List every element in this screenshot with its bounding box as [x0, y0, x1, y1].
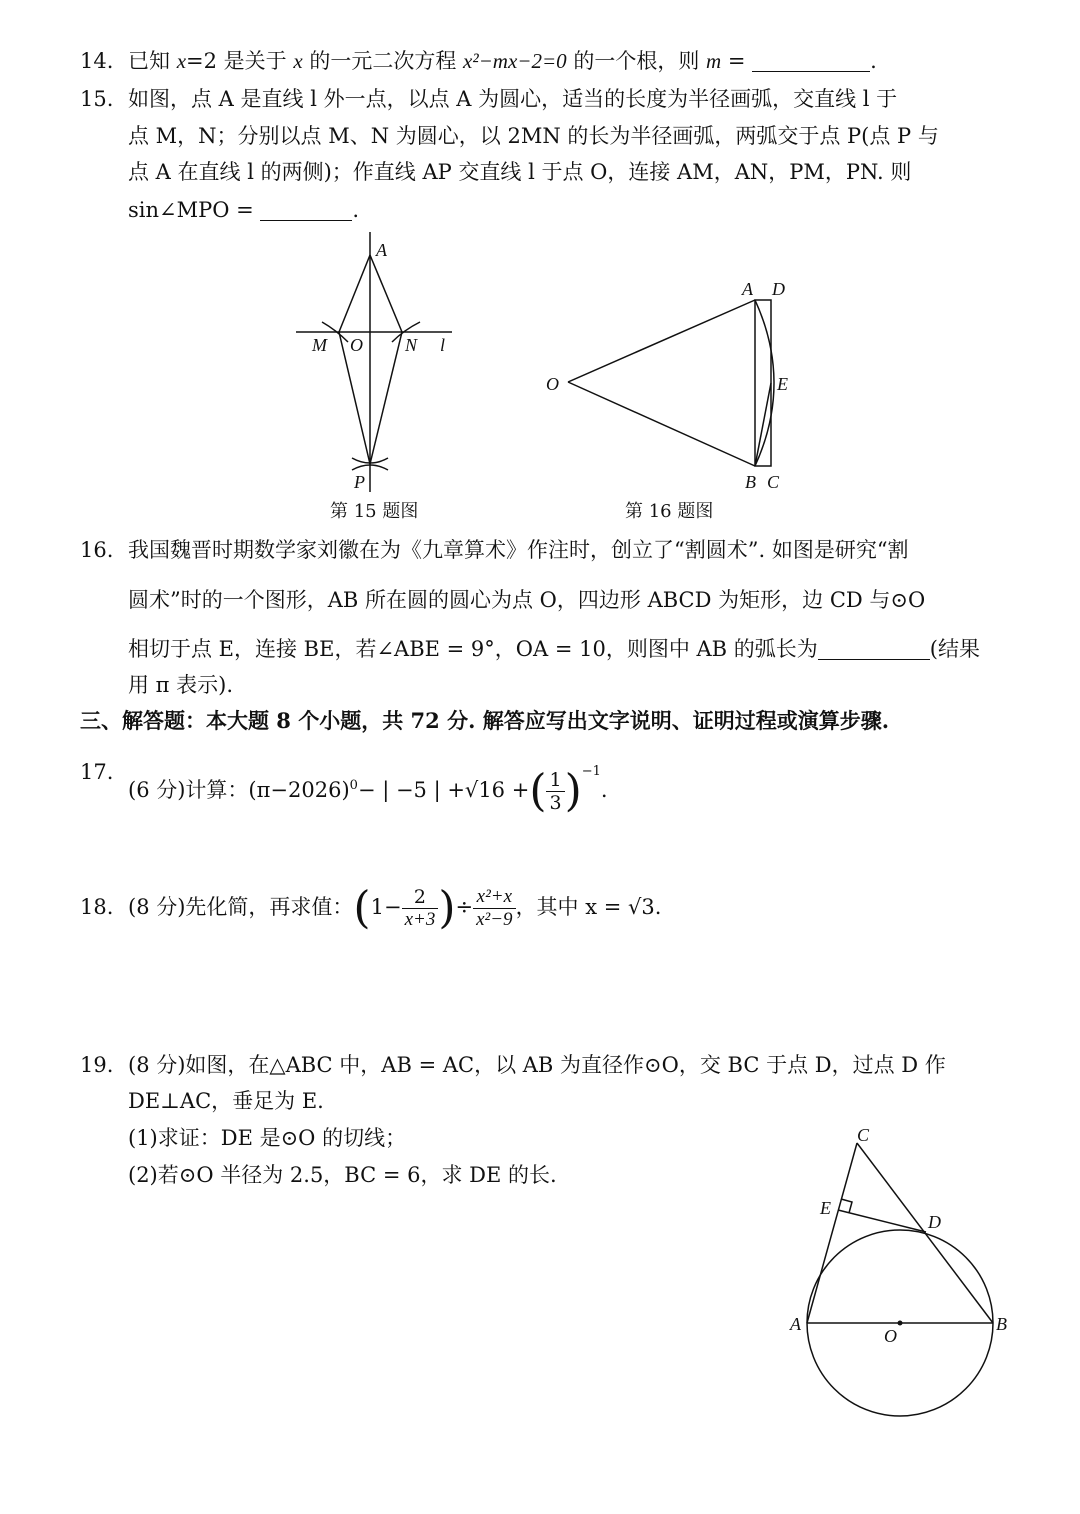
- q14-answer-blank[interactable]: [752, 49, 870, 72]
- q19-part1: (1)求证：DE 是⊙O 的切线；: [128, 1126, 407, 1150]
- q16-line3: 相切于点 E，连接 BE，若∠ABE = 9°，OA = 10，则图中 AB 的弧长为 (结果: [128, 637, 980, 661]
- figure-16: [540, 272, 800, 494]
- q15-number: 15.: [80, 87, 114, 111]
- fig15-caption: 第 15 题图: [330, 501, 419, 522]
- fig16-label-A: A: [742, 279, 753, 299]
- fig19-label-E: E: [820, 1198, 831, 1218]
- q19-line1: (8 分)如图，在△ABC 中，AB = AC，以 AB 为直径作⊙O，交 BC 于点 D，过点 D 作: [128, 1053, 946, 1077]
- fig15-label-P: P: [354, 472, 365, 492]
- fig19-label-A: A: [790, 1314, 801, 1334]
- q16-line1: 我国魏晋时期数学家刘徽在为《九章算术》作注时，创立了“割圆术”. 如图是研究“割: [128, 538, 909, 562]
- fig15-label-N: N: [405, 335, 418, 355]
- fig15-label-A: A: [376, 240, 387, 260]
- q16-line4: 用 π 表示).: [128, 673, 234, 697]
- q18-number: 18.: [80, 895, 114, 919]
- fig16-label-O: O: [546, 374, 559, 394]
- q17-number: 17.: [80, 760, 114, 784]
- q19-number: 19.: [80, 1053, 114, 1077]
- q14-equation: x²−mx−2=0: [463, 49, 567, 73]
- q14-text: 已知 x=2 是关于 x 的一元二次方程 x²−mx−2=0 的一个根，则 m = .: [128, 49, 877, 73]
- fig15-label-l: l: [440, 335, 446, 355]
- figure-19: [780, 1118, 1020, 1428]
- q15-line3: 点 A 在直线 l 的两侧)；作直线 AP 交直线 l 于点 O，连接 AM，AN，PM，PN. 则: [128, 160, 912, 184]
- fig15-label-O: O: [350, 335, 363, 355]
- q14-number: 14.: [80, 49, 114, 73]
- fig16-caption: 第 16 题图: [625, 501, 714, 522]
- fig19-label-O: O: [884, 1326, 897, 1346]
- q16-number: 16.: [80, 538, 114, 562]
- q15-answer-blank[interactable]: [260, 198, 352, 221]
- fig19-label-B: B: [996, 1314, 1007, 1334]
- fig19-center-dot: [898, 1321, 903, 1326]
- q15-line2: 点 M，N；分别以点 M、N 为圆心，以 2MN 的长为半径画弧，两弧交于点 P(点 P 与: [128, 124, 939, 148]
- q15-line1: 如图，点 A 是直线 l 外一点，以点 A 为圆心，适当的长度为半径画弧，交直线 l 于: [128, 87, 898, 111]
- section3-heading: 三、解答题：本大题 8 个小题，共 72 分. 解答应写出文字说明、证明过程或演算步骤.: [80, 708, 890, 733]
- fig15-label-M: M: [312, 335, 327, 355]
- fig16-label-E: E: [777, 374, 788, 394]
- q18-expression: (8 分)先化简，再求值：(1− $\frac{2}{x+3}$ )÷ $\frac{\text{x²+x}}{\text{x²−9}}$ ，其中 x = √3.: [128, 882, 662, 934]
- q17-expression: (6 分)计算：$(\pi-2026)^0-$ | −5 | +√16 +( $\frac{1}{3}$ )$^{-1}$.: [128, 764, 608, 817]
- fig16-label-B: B: [745, 472, 756, 492]
- fig16-label-D: D: [772, 279, 785, 299]
- fig16-label-C: C: [767, 472, 780, 492]
- q15-line4: sin∠MPO = .: [128, 198, 360, 222]
- fig19-label-D: D: [928, 1212, 941, 1232]
- q16-answer-blank[interactable]: [818, 637, 930, 660]
- q19-part2: (2)若⊙O 半径为 2.5，BC = 6，求 DE 的长.: [128, 1163, 557, 1187]
- figure-15: [290, 228, 470, 498]
- q16-line2: 圆术”时的一个图形，AB 所在圆的圆心为点 O，四边形 ABCD 为矩形，边 CD 与⊙O: [128, 588, 926, 612]
- q19-line2: DE⊥AC，垂足为 E.: [128, 1089, 324, 1113]
- fig19-label-C: C: [857, 1125, 870, 1145]
